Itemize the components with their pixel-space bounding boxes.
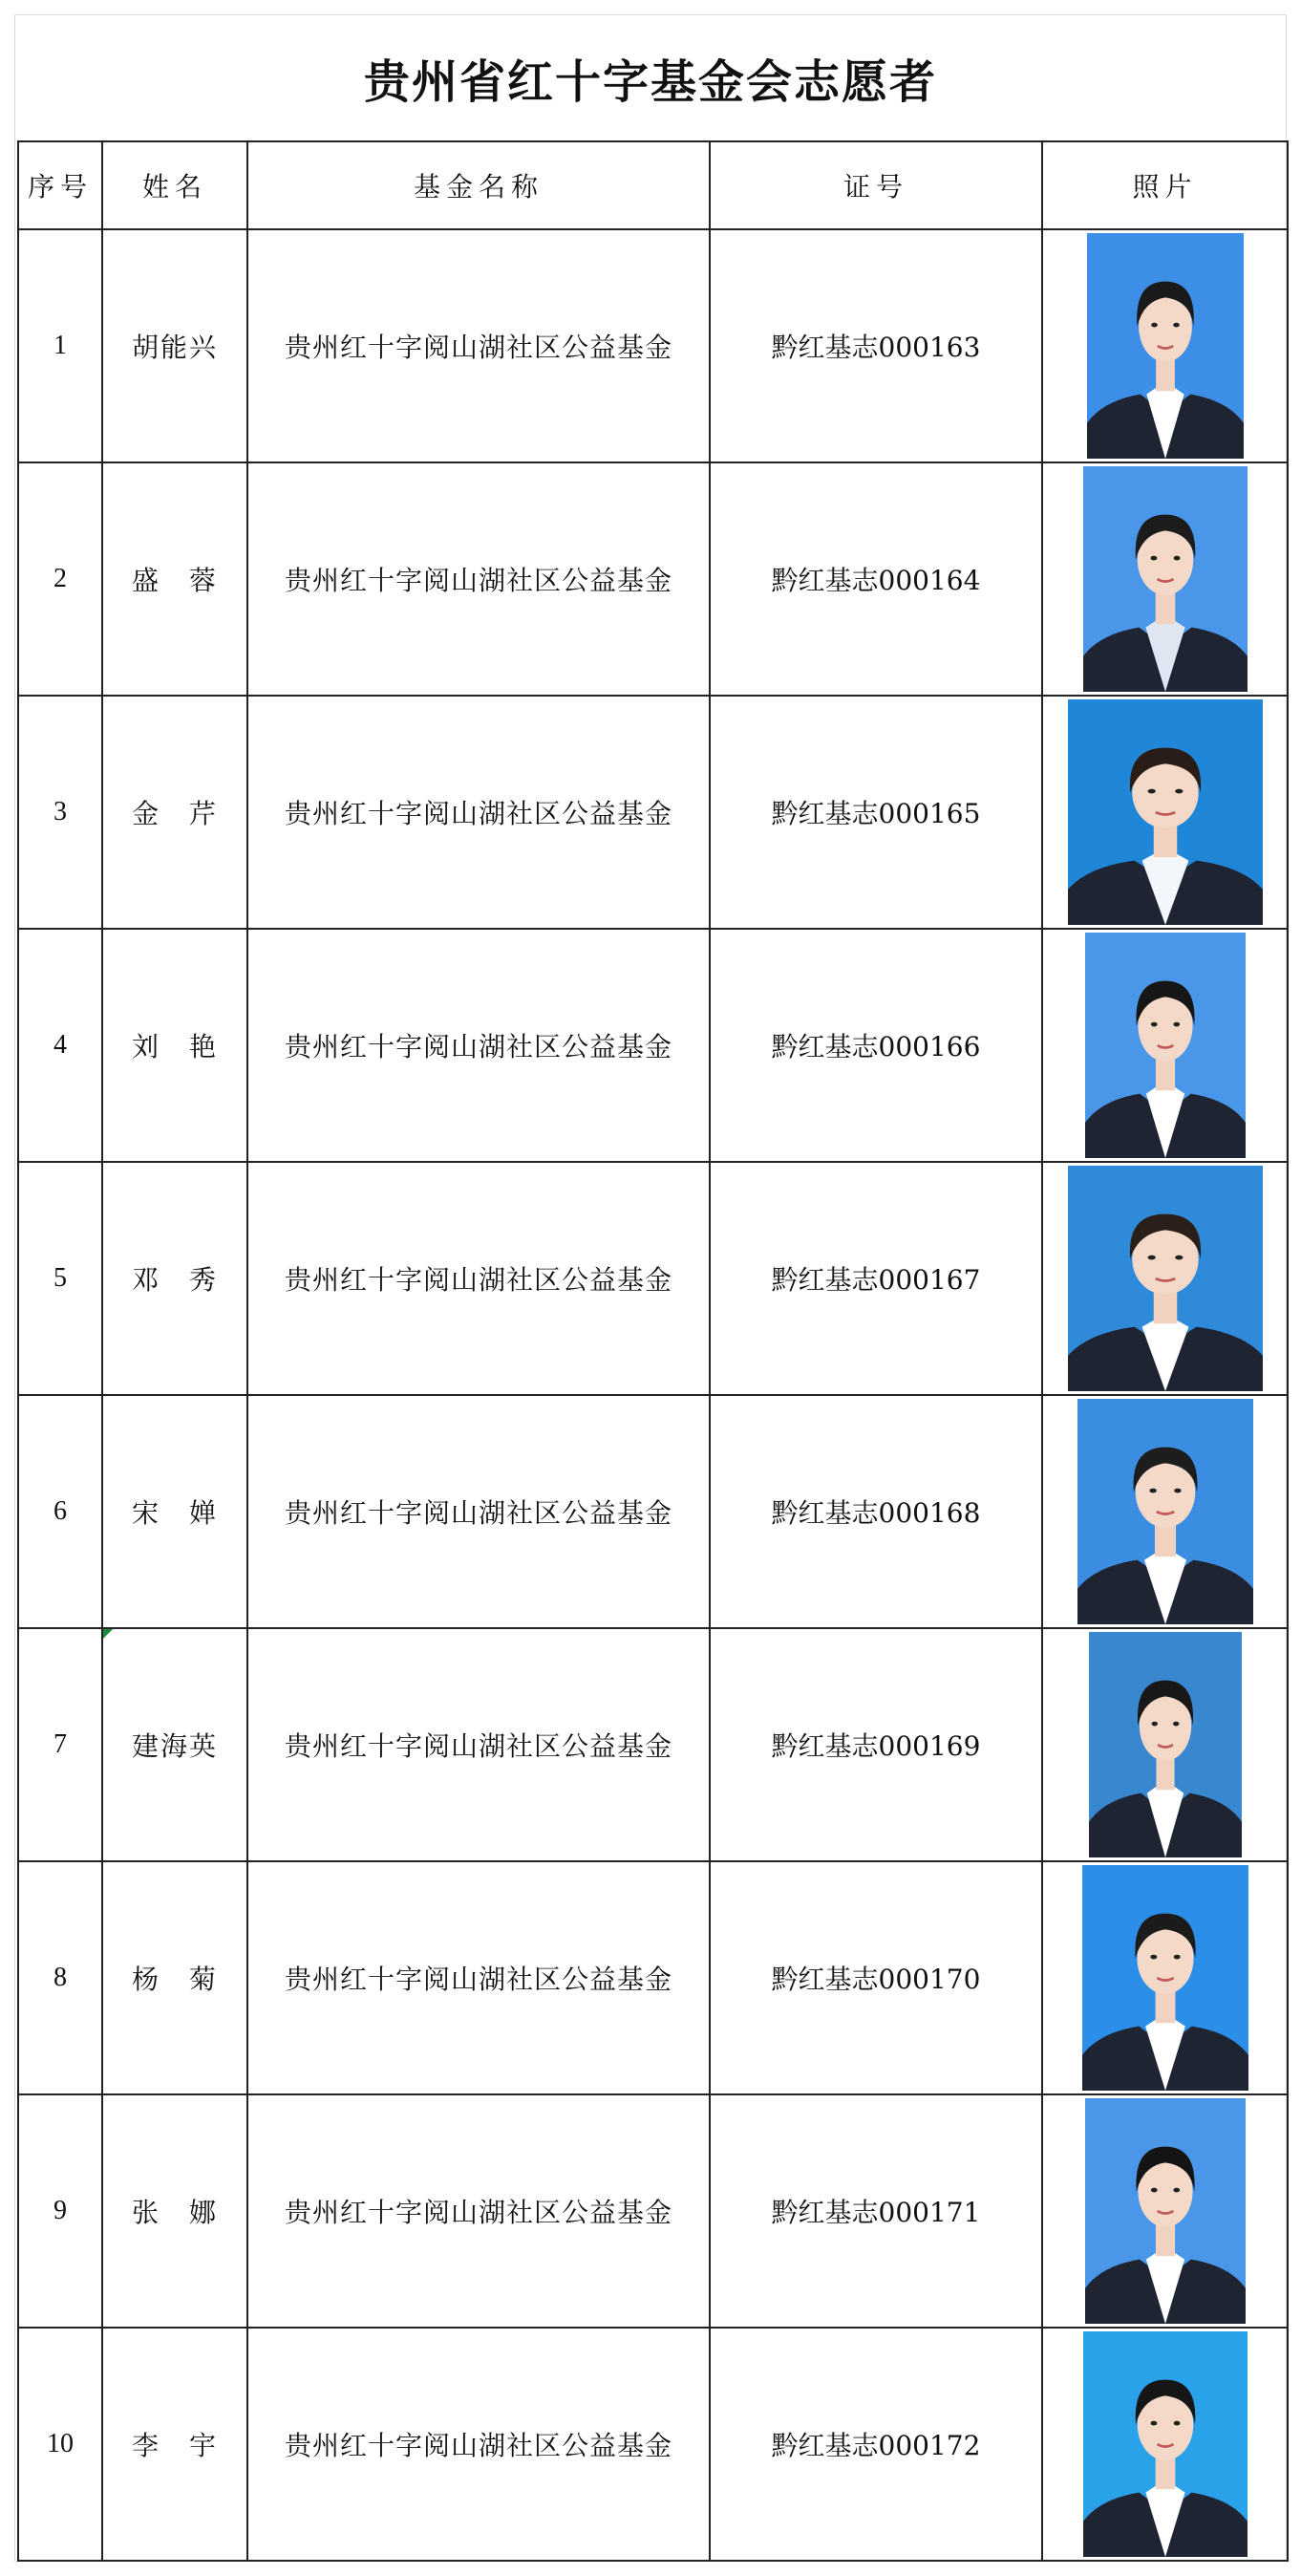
table-body: [18, 229, 1288, 2561]
row-fund-name: 贵州红十字阅山湖社区公益基金: [247, 696, 710, 929]
portrait-photo: [1083, 2331, 1248, 2557]
row-seq: 2: [18, 462, 102, 696]
row-fund-name: 贵州红十字阅山湖社区公益基金: [247, 229, 710, 462]
row-name: 宋 婵: [102, 1395, 247, 1628]
row-seq: 1: [18, 229, 102, 462]
portrait-photo: [1083, 466, 1248, 692]
table-row: [18, 2328, 1288, 2561]
row-cert-number: 黔红基志000167: [710, 1162, 1042, 1395]
volunteer-sheet: [14, 14, 1287, 2562]
portrait-photo: [1085, 933, 1246, 1158]
table-row: [18, 1628, 1288, 1861]
row-seq: 7: [18, 1628, 102, 1861]
portrait-photo: [1068, 699, 1263, 925]
column-header-seq: 序号: [18, 141, 102, 229]
row-photo-cell: [1042, 229, 1288, 462]
row-fund-name: 贵州红十字阅山湖社区公益基金: [247, 1395, 710, 1628]
column-header-fund: 基金名称: [247, 141, 710, 229]
row-photo-cell: [1042, 1628, 1288, 1861]
row-cert-number: 黔红基志000170: [710, 1861, 1042, 2094]
row-fund-name: 贵州红十字阅山湖社区公益基金: [247, 1162, 710, 1395]
portrait-photo: [1077, 1399, 1253, 1624]
row-cert-number: 黔红基志000163: [710, 229, 1042, 462]
table-row: [18, 696, 1288, 929]
table-row: [18, 462, 1288, 696]
row-photo-cell: [1042, 2094, 1288, 2328]
portrait-photo: [1068, 1166, 1263, 1391]
row-seq: 4: [18, 929, 102, 1162]
table-header-row: [18, 141, 1288, 229]
portrait-photo: [1082, 1865, 1248, 2091]
row-name: 建海英: [102, 1628, 247, 1861]
row-cert-number: 黔红基志000168: [710, 1395, 1042, 1628]
row-fund-name: 贵州红十字阅山湖社区公益基金: [247, 2094, 710, 2328]
row-cert-number: 黔红基志000164: [710, 462, 1042, 696]
cell-comment-indicator: [103, 1629, 113, 1639]
table-row: [18, 1861, 1288, 2094]
row-photo-cell: [1042, 929, 1288, 1162]
column-header-cert: 证号: [710, 141, 1042, 229]
row-seq: 6: [18, 1395, 102, 1628]
row-cert-number: 黔红基志000169: [710, 1628, 1042, 1861]
table-row: [18, 929, 1288, 1162]
row-cert-number: 黔红基志000165: [710, 696, 1042, 929]
table-row: [18, 1395, 1288, 1628]
row-fund-name: 贵州红十字阅山湖社区公益基金: [247, 1861, 710, 2094]
row-photo-cell: [1042, 2328, 1288, 2561]
row-fund-name: 贵州红十字阅山湖社区公益基金: [247, 462, 710, 696]
row-seq: 5: [18, 1162, 102, 1395]
row-seq: 9: [18, 2094, 102, 2328]
row-photo-cell: [1042, 1395, 1288, 1628]
row-fund-name: 贵州红十字阅山湖社区公益基金: [247, 2328, 710, 2561]
portrait-photo: [1089, 1632, 1242, 1857]
row-cert-number: 黔红基志000172: [710, 2328, 1042, 2561]
row-seq: 8: [18, 1861, 102, 2094]
row-name: 张 娜: [102, 2094, 247, 2328]
table-row: [18, 229, 1288, 462]
portrait-photo: [1085, 2098, 1246, 2324]
row-fund-name: 贵州红十字阅山湖社区公益基金: [247, 1628, 710, 1861]
page-title: 贵州省红十字基金会志愿者: [363, 54, 937, 109]
volunteer-table: [17, 140, 1289, 2562]
column-header-name: 姓名: [102, 141, 247, 229]
row-name: 杨 菊: [102, 1861, 247, 2094]
row-seq: 10: [18, 2328, 102, 2561]
row-photo-cell: [1042, 1162, 1288, 1395]
row-cert-number: 黔红基志000166: [710, 929, 1042, 1162]
row-photo-cell: [1042, 696, 1288, 929]
row-fund-name: 贵州红十字阅山湖社区公益基金: [247, 929, 710, 1162]
row-name: 刘 艳: [102, 929, 247, 1162]
row-name: 李 宇: [102, 2328, 247, 2561]
row-photo-cell: [1042, 462, 1288, 696]
portrait-photo: [1087, 233, 1244, 459]
row-cert-number: 黔红基志000171: [710, 2094, 1042, 2328]
table-row: [18, 1162, 1288, 1395]
row-name: 盛 蓉: [102, 462, 247, 696]
row-seq: 3: [18, 696, 102, 929]
row-name: 邓 秀: [102, 1162, 247, 1395]
row-name: 金 芹: [102, 696, 247, 929]
table-row: [18, 2094, 1288, 2328]
row-photo-cell: [1042, 1861, 1288, 2094]
row-name: 胡能兴: [102, 229, 247, 462]
column-header-photo: 照片: [1042, 141, 1288, 229]
